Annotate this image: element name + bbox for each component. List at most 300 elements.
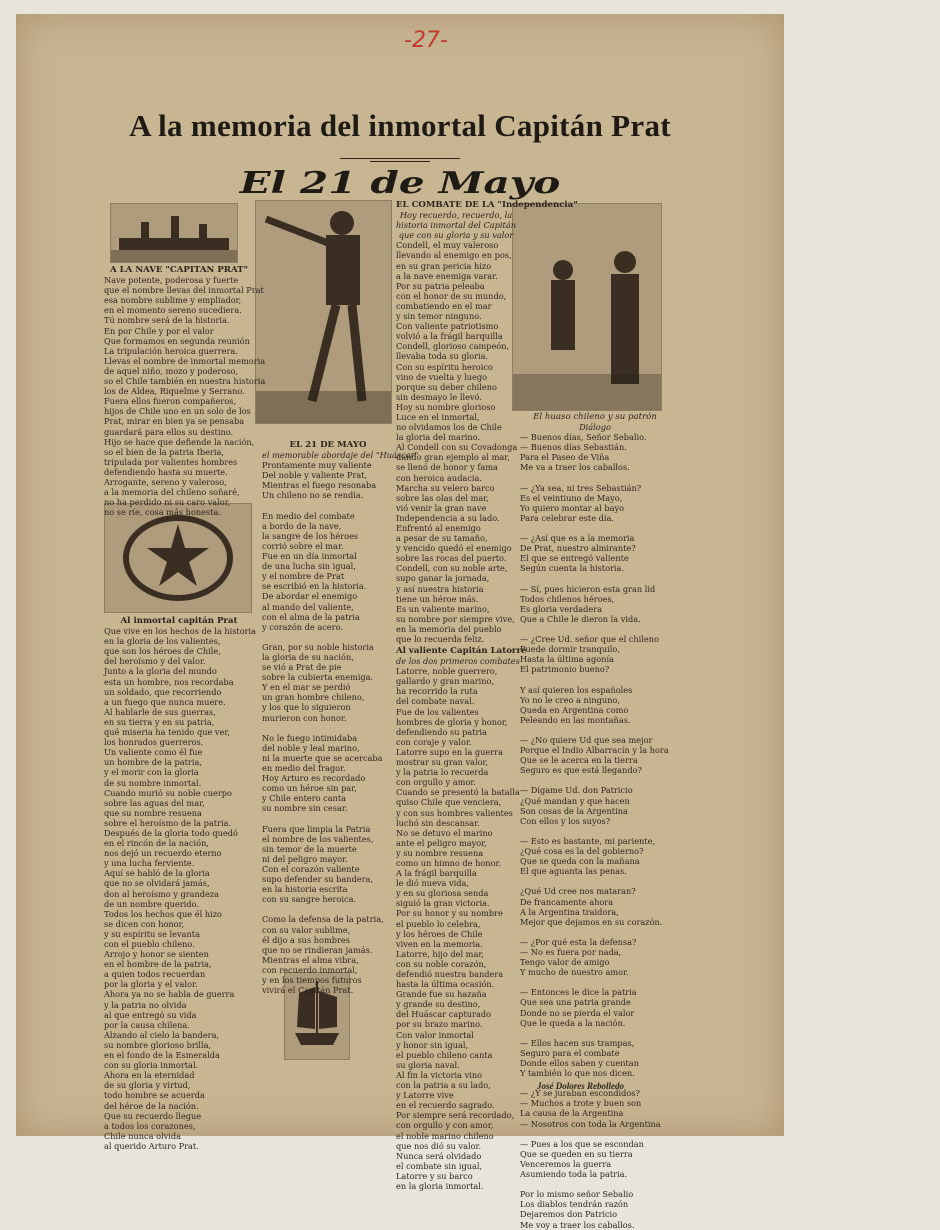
verse-line: — Nosotros con toda la Argentina [520,1118,661,1129]
verse-line: y el morir con la gloria [104,767,199,778]
verse-line: Porque el Indio Albarracín y la hora [520,745,669,756]
verse-line: — No es fuera por nada, [520,946,622,957]
huaso-and-patron-illustration [512,203,662,411]
verse-line: Un valiente como él fue [104,747,203,758]
verse-line: vino de vuelta y luego [396,371,488,382]
verse-line: Tengo valor de amigo [520,957,610,968]
verse-line: con el pueblo chileno. [104,939,195,949]
verse-line: sobre la cubierta enemiga. [262,672,374,683]
verse-line: que lo recuerda feliz. [396,634,485,645]
verse-line: Marcha su velero barco [396,482,495,493]
verse-line: como un himno de honor. [396,857,502,868]
verse-line: Por siempre será recordado, [396,1110,515,1121]
verse-line: Es el veintiuno de Mayo, [520,492,623,503]
verse-line: Junto a la gloria del mundo [104,666,217,677]
verse-line: volvió a la frágil barquilla [396,331,503,342]
verse-line: Fue en un día inmortal [262,551,357,562]
verse-line: hombres de gloria y honor, [396,716,508,727]
verse-line: Arrojo y honor se sienten [104,949,209,960]
verse-line: Enfrentó al enemigo [396,523,481,533]
title-divider [340,158,460,159]
verse-line: Chile nunca olvida [104,1130,182,1141]
poem-heading: EL 21 DE MAYO [289,440,367,450]
verse-line: Al hablarle de sus guerras, [104,706,216,717]
verse-line: — Muchos a trote y buen son [520,1098,642,1109]
verse-line: la sangre de los héroes [262,530,359,541]
verse-line: Mientras el fuego resonaba [262,480,377,491]
verse-line: — ¿Cree Ud. señor que el chileno [520,634,659,645]
verse-line: y Latorre vive [396,1090,454,1101]
verse-line: nos dejó un recuerdo eterno [104,848,222,859]
column-huaso-dialogo [520,412,670,1230]
verse-line: del noble y leal marino, [262,742,360,753]
verse-line [520,876,670,886]
verse-line: Que vive en los hechos de la historia [104,626,257,637]
verse-line: al querido Arturo Prat. [104,1140,199,1151]
verse-line: en su tierra y en su patria, [104,716,215,727]
verse-line [520,775,670,785]
verse-line: a todos los corazones, [104,1120,196,1131]
verse-line: sobre las rocas del puerto. [396,553,507,564]
verse-line: a la memoria del chileno soñaré, [104,487,240,498]
verse-line: Fue de los valientes [396,706,479,717]
verse-line: todo hombre se acuerda [104,1090,205,1101]
verse-line: — Sí, pues hicieron esta gran lid [520,583,656,594]
verse-line: en el momento sereno sucediera. [104,305,242,316]
verse-line: Luce en el inmortal, [396,411,480,422]
verse-line: defendiendo su patria [396,726,487,737]
verse-line: Latorre, hijo del mar, [396,948,484,959]
verse-line: Tú nombre será de la historia. [104,315,230,326]
verse-line: Mejor que dejamos en su corazón. [520,916,663,927]
verse-line: y la patria no olvida [104,999,187,1010]
verse-line: Mientras el alma vibra, [262,954,359,965]
verse-line: gallardo y gran marino, [396,676,495,687]
verse-line: su nombre glorioso brilla, [104,1039,212,1050]
captain-figure-icon [256,201,391,423]
verse-line: Que se queden en su tierra [520,1148,633,1159]
verse-line: Para el Paseo de Viña [520,452,610,463]
verse-line: de su nombre inmortal. [104,777,202,788]
verse-line: del combate naval. [396,696,475,707]
verse-line: y su nombre resuena [396,847,484,858]
verse-line: el pueblo lo celebra, [396,918,481,929]
verse-line: con el honor de su mundo, [396,290,507,301]
verse-line: que nos dió su valor. [396,1140,482,1151]
verse-line: y así nuestra historia [396,583,484,594]
verse-line: en la memoria del pueblo [396,623,502,634]
steamship-illustration [110,203,238,263]
verse-line: Es un valiente marino, [396,603,490,614]
verse-line: — Buenos días Sebastián. [520,442,627,453]
verse-line: La causa de la Argentina [520,1108,624,1119]
verse-line: y con sus hombres valientes [396,807,513,818]
verse-line: De abordar el enemigo [262,591,358,602]
verse-line: la gloria de su nación, [262,651,354,662]
verse-line: con su sangre heroica. [262,894,357,905]
verse-line: Prat, mirar en bien ya se pensaba [104,416,245,427]
verse-line: que son los héroes de Chile, [104,646,221,657]
verse-line: no olvidamos los de Chile [396,422,502,433]
verse-line: y los que lo siguieron [262,702,351,713]
verse-line: Puede dormir tranquilo, [520,644,620,655]
poem-heading: Al valiente Capitán Latorre [396,646,527,656]
verse-line: la gloria del marino. [396,432,481,443]
verse-line: tripulada por valientes hombres [104,456,238,467]
poem-body [396,240,516,644]
page-number: -27- [404,28,448,53]
verse-line: esa nombre sublime y empliador, [104,295,242,306]
verse-line: Con ellos y los suyos? [520,815,611,826]
verse-line: Grande fue su hazaña [396,989,487,1000]
verse-line: Seguro es que está llegando? [520,765,642,776]
verse-line [520,1179,670,1189]
verse-line: con heroica audacia. [396,472,483,483]
verse-line: y grande su destino, [396,999,481,1010]
verse-line: de aquel niño, mozo y poderoso, [104,365,239,376]
verse-line: El que se entregó valiente [520,553,629,564]
page-subtitle: El 21 de Mayo [239,166,561,201]
verse-line: — Dígame Ud. don Patricio [520,785,633,796]
verse-line [262,632,394,642]
verse-line: siguió la gran victoria. [396,898,490,909]
verse-line: Y en el mar se perdió [262,682,351,693]
verse-line: Que formamos en segunda reunión [104,335,250,346]
verse-line: y en los tiempos futuros [262,974,362,985]
verse-line: con su gloria inmortal. [104,1060,199,1071]
verse-line: Y así quieren los españoles [520,684,633,695]
verse-line: murieron con honor. [262,712,347,723]
verse-line: en el fondo de la Esmeralda [104,1050,220,1061]
verse-line: — Esto es bastante, mi pariente, [520,835,656,846]
verse-line: mostrar su gran valor, [396,757,489,768]
verse-line: — Buenos días, Señor Sebalio. [520,432,647,443]
verse-line: Condell, con su noble arte, [396,563,508,574]
verse-line: se llenó de honor y fama [396,462,498,473]
verse-line: Para celebrar este día. [520,512,614,523]
verse-line: don al heroísmo y grandeza [104,888,220,899]
verse-line: Asumiendo toda la patria. [520,1169,628,1180]
verse-line: en el recuerdo sagrado. [396,1100,495,1111]
verse-line: defendió nuestra bandera [396,969,504,979]
verse-line: ¿Qué cosa es la del gobierno? [520,846,644,857]
verse-line: como un héroe sin par, [262,783,357,794]
verse-line: Donde no se pierda el valor [520,1007,635,1018]
verse-line: Latorre y su barco [396,1170,473,1181]
verse-line: y vencido quedó el enemigo [396,543,512,554]
column-nave-capitan-prat [104,265,266,518]
verse-line: Hasta la última agonía [520,654,614,665]
verse-line: los honrados guerreros. [104,737,204,748]
verse-line: Fuera que limpia la Patria [262,823,371,834]
verse-line: que el nombre llevas del inmortal Prat [104,285,264,296]
verse-line: el nombre de los valientes, [262,833,374,844]
verse-line: que no se olvidará jamás, [104,878,210,889]
verse-line: Que su recuerdo llegue [104,1110,202,1121]
verse-line: en su gran pericia hizo [396,260,492,271]
title-divider-short [370,161,430,162]
verse-line: por la causa chilena. [104,1019,190,1030]
verse-line: ¿Qué mandan y que hacen [520,795,630,806]
verse-line: y una lucha ferviente. [104,858,195,869]
verse-line: sin temor de la muerte [262,843,357,854]
verse-line: so el bien de la patria Iberia, [104,446,224,457]
verse-line: vivirá el Capitán Prat. [262,985,354,996]
verse-line: Con su espíritu heroico [396,361,493,372]
verse-line: Peleando en las montañas. [520,714,631,725]
verse-line: con orgullo y amor. [396,777,476,788]
verse-line: Es gloria verdadera [520,603,602,614]
verse-line: — ¿Por qué esta la defensa? [520,936,637,947]
verse-line [520,826,670,836]
verse-line: Al Condell con su Covadonga [396,442,518,453]
column-21-de-mayo [262,440,419,996]
verse-line: Y mucho de nuestro amor. [520,967,629,978]
verse-line: De Prat, nuestro almirante? [520,543,636,554]
verse-line: no ha perdido ni su caro valor, [104,497,231,508]
verse-line [262,813,394,823]
verse-line: ante el peligro mayor, [396,837,487,848]
verse-line: porque su deber chileno [396,381,497,392]
verse-line: Ahora en la eternidad [104,1070,195,1081]
verse-line: hijos de Chile uno en un solo de los [104,406,251,417]
verse-line: ha recorrido la ruta [396,686,478,697]
verse-line: El patrimonio bueno? [520,664,610,675]
verse-line: y Chile entero canta [262,793,347,804]
verse-line: ¿Qué Ud cree nos mataran? [520,886,636,897]
poem-body [396,666,520,1191]
poem-body [104,626,257,1151]
poem-body [262,460,394,995]
verse-line [262,501,394,511]
verse-line: con su noble corazón, [396,958,487,969]
verse-line: y la patria lo recuerda [396,767,489,778]
verse-line: Con el corazón valiente [262,863,360,874]
verse-line: ni del peligro mayor. [262,853,348,864]
verse-line: Que se le acerca en la tierra [520,755,638,766]
verse-line: vió venir la gran nave [396,502,487,513]
verse-line: Los diablos tendrán razón [520,1199,629,1210]
verse-line: sobre el heroísmo de la patria. [104,817,232,828]
verse-line: Seguro para el combate [520,1047,620,1058]
verse-line: y el nombre de Prat [262,571,345,582]
verse-line: que su nombre resuena [104,807,202,818]
verse-line: un hombre de la patria, [104,757,202,768]
verse-line: Por lo mismo señor Sebalio [520,1189,634,1200]
poem-heading: EL COMBATE DE LA "Independencia" [396,200,578,210]
verse-line: el combate sin igual, [396,1160,483,1171]
verse-line: a quien todos recuerdan [104,969,206,980]
verse-line: llevando al enemigo en pos, [396,250,512,261]
verse-line: — Ellos hacen sus trampas, [520,1037,635,1048]
verse-line: Arrogante, sereno y valeroso, [104,476,227,487]
dialogue-body [520,432,670,1229]
verse-line: Por su patria peleaba [396,280,485,291]
verse-line: quiso Chile que venciera, [396,797,502,808]
verse-line: Aquí se habló de la gloria [104,868,210,879]
verse-line: Latorre supo en la guerra [396,746,503,757]
verse-line: — Entonces le dice la patria [520,987,637,998]
verse-line: viven en la memoria. [396,938,483,949]
page-title: A la memoria del inmortal Capitán Prat [129,108,671,143]
verse-line: a la nave enemiga varar. [396,270,498,281]
verse-line: Que a Chile le dieron la vida. [520,613,641,624]
verse-line: Después de la gloria todo quedó [104,827,238,838]
verse-line [520,927,670,937]
column-capitan-latorre [396,646,527,1191]
verse-line [520,1028,670,1038]
verse-line: Son cosas de la Argentina [520,805,628,816]
verse-line: con recuerdo inmortal, [262,964,358,975]
verse-line: en el rincón de la nación, [104,838,209,849]
verse-line: se dicen con honor, [104,918,185,929]
verse-line: so el Chile también en nuestra historia [104,376,266,387]
verse-line: el noble marino chileno [396,1130,494,1141]
verse-line: Del noble y valiente Prat, [262,470,368,481]
verse-line: del Huáscar capturado [396,1009,492,1020]
verse-line [262,904,394,914]
verse-line: y los héroes de Chile [396,928,483,939]
author-signature: José Dolores Rebolledo [537,1081,624,1091]
verse-line: No se detuvo el marino [396,827,493,838]
verse-line: Alzando al cielo la bandera, [104,1029,220,1040]
verse-line: Y también lo que nos dicen. [520,1068,635,1079]
verse-line: y corazón de acero. [262,621,343,632]
poem-subheading: de los dos primeros combates [396,656,520,667]
verse-line: Cuando murió su noble cuerpo [104,787,232,798]
verse-line: Prontamente muy valiente [262,460,372,471]
verse-line: — ¿Y se juraban escondidos? [520,1088,640,1099]
verse-line: De francamente ahora [520,896,614,907]
poem-body [104,275,266,518]
verse-line [520,473,670,483]
verse-line: Con valiente patriotismo [396,321,499,332]
verse-line [520,725,670,735]
verse-line: Por su honor y su nombre [396,908,503,919]
verse-line: hasta la última ocasión. [396,979,495,990]
coat-of-arms-illustration [104,503,252,613]
verse-line: tiene un héroe más. [396,593,479,604]
verse-line: un gran hombre chileno, [262,692,365,703]
verse-line: En medio del combate [262,510,355,521]
verse-line: con su valor sublime, [262,924,351,935]
verse-line: su nombre sin cesar. [262,803,348,814]
verse-line: le dió nueva vida, [396,878,469,889]
verse-line: Fuera ellos fueron compañeros, [104,396,237,407]
verse-line: — ¿Así que es a la memoria [520,533,635,544]
verse-line: Latorre, noble guerrero, [396,666,498,677]
verse-line: de su gloria y virtud, [104,1080,191,1091]
verse-line: Llevas el nombre de inmortal memoria [104,355,266,366]
verse-line: al mando del valiente, [262,601,354,612]
verse-line: con coraje y valor. [396,736,472,747]
verse-line [520,523,670,533]
verse-line: a pesar de su tamaño, [396,533,488,544]
prat-portrait-illustration [255,200,392,424]
verse-line: el pueblo chileno canta [396,1049,493,1060]
verse-line: que no se rindieran jamás. [262,944,373,955]
verse-line: en el hombre de la patria, [104,959,212,970]
verse-line: en medio del fragor. [262,763,346,773]
verse-line: En por Chile y por el valor [104,325,214,336]
verse-line: en la historia escrita [262,884,348,895]
verse-line: Nunca será olvidado [396,1150,482,1161]
verse-line: Queda en Argentina como [520,704,629,715]
verse-line: y su espíritu se levanta [104,928,200,939]
verse-line: — ¿Ya sea, ni tres Sebastián? [520,482,642,493]
verse-line: qué miseria ha tenido que ver, [104,727,231,738]
verse-line: Ahora ya no se habla de guerra [104,989,235,1000]
verse-line: Que sea una patria grande [520,997,631,1008]
verse-line: y sin temor ninguno. [396,311,482,322]
verse-line: corrió sobre el mar. [262,540,344,551]
verse-line: él dijo a sus hombres [262,934,350,945]
verse-line: su gloria naval. [396,1059,460,1070]
verse-line [520,674,670,684]
verse-line: al que entregó su vida [104,1009,197,1020]
verse-line: El que aguanta las penas. [520,866,627,877]
verse-line: llevaba toda su gloria. [396,351,489,362]
verse-line: sobre las olas del mar, [396,492,489,503]
verse-line: Me voy a traer los caballos. [520,1219,635,1230]
verse-line: con la patria a su lado, [396,1080,491,1091]
verse-line: Independencia a su lado. [396,512,500,523]
verse-line: Que se queda con la mañana [520,856,640,867]
verse-line: del héroe de la nación. [104,1100,199,1111]
two-men-landscape-icon [513,204,661,410]
verse-line: Gran, por su noble historia [262,641,374,652]
verse-line: La tripulación heroica guerrera. [104,345,238,356]
verse-line: Hijo se hace que defiende la nación, [104,436,255,447]
verse-line: su nombre por siempre vive, [396,613,515,624]
verse-line: los de Aldea, Riquelme y Serrano. [104,386,245,397]
verse-line: guardará para ellos su destino. [104,426,234,437]
verse-line: Un chileno no se rendía. [262,490,364,501]
verse-line [520,624,670,634]
verse-line [520,977,670,987]
verse-line: Que le queda a la nación. [520,1017,626,1028]
verse-line: de un nombre querido. [104,898,199,909]
poem-subheading: el memorable abordaje del "Huáscar" [262,450,419,461]
verse-line: se vió a Prat de pie [262,662,342,673]
verse-line: Según cuenta la historia. [520,563,625,574]
verse-line: a bordo de la nave, [262,520,342,531]
verse-line: Con valor inmortal [396,1029,474,1040]
verse-line [520,1129,670,1139]
verse-line: Al fin la victoria vino [396,1069,483,1080]
verse-line: A la Argentina traidora, [520,906,619,917]
verse-line: A la frágil barquilla [396,868,477,879]
verse-line: en la gloria inmortal. [396,1180,484,1191]
verse-line: se escribió en la historia. [262,581,367,592]
verse-line: Me va a traer los caballos. [520,462,630,473]
verse-line: Condell, glorioso campeón, [396,341,510,352]
verse-line [262,723,394,733]
verse-line: por su brazo marino. [396,1019,483,1030]
verse-line: Venceremos la guerra [520,1158,612,1169]
verse-line: No le fuego intimidaba [262,732,358,743]
steamship-icon [111,204,237,262]
verse-line: luchó sin descansar. [396,817,480,828]
verse-line: Como la defensa de la patria, [262,914,384,925]
coat-of-arms-icon [105,504,251,612]
illustration-caption: El huaso chileno y su patrón [533,412,657,422]
verse-line: no se ríe, cosa más honesta. [104,507,221,518]
verse-line [520,574,670,584]
verse-line: esta un hombre, nos recordaba [104,676,234,687]
verse-line: — ¿No quiere Ud que sea mejor [520,735,653,745]
verse-line: Nave potente, poderosa y fuerte [104,275,239,286]
